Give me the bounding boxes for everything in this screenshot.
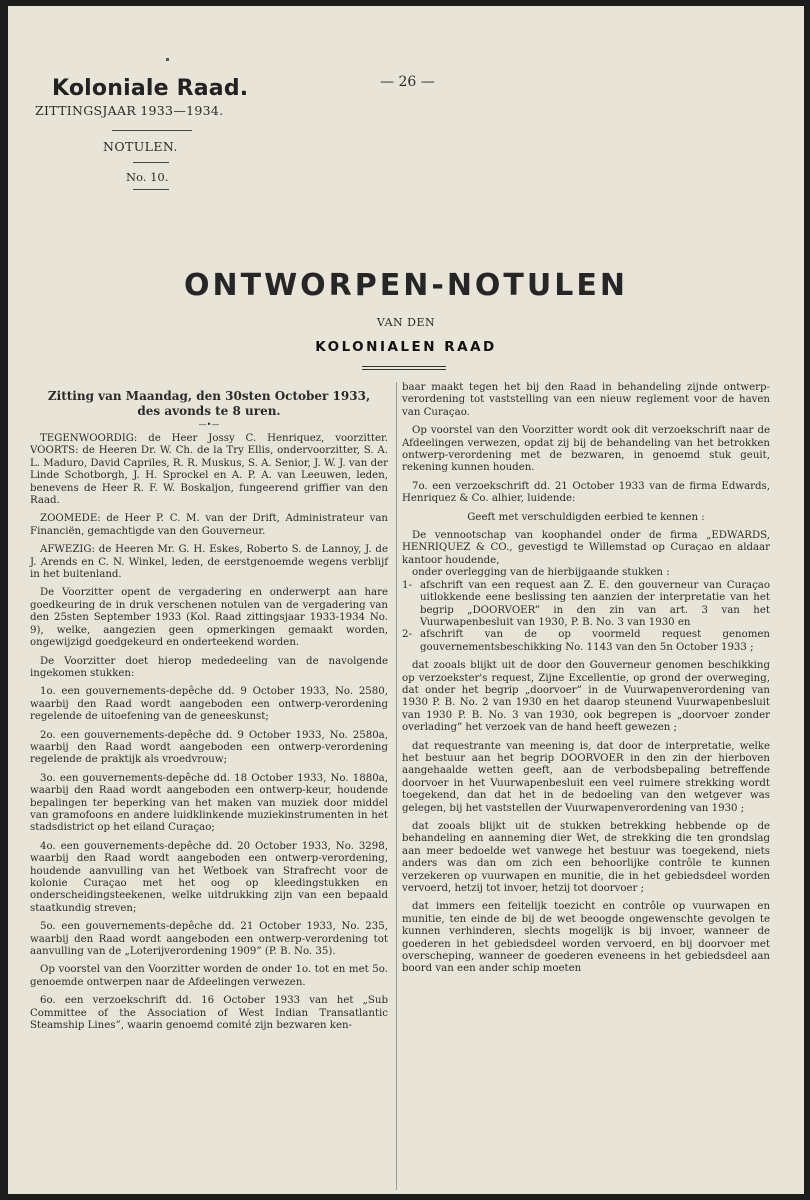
list-text: afschrift van de op voormeld request genomen gouvernementsbeschikking No. 1143 van den 5n October 1933 ; [420, 629, 770, 653]
item-paragraph: 7o. een verzoekschrift dd. 21 October 1933 van de firma Edwards, Henriquez & Co. alhier, luidende: [402, 480, 770, 505]
publication-title: Koloniale Raad. [52, 76, 249, 101]
notulen-label: NOTULEN. [103, 139, 178, 154]
absence-paragraph: AFWEZIG: de Heeren Mr. G. H. Eskes, Roberto S. de Lannoy, J. de J. Arends en C. N. Winkel, leden, de eerstgenoemde wegens verblijf in het buitenland. [30, 544, 388, 581]
masthead-rule [362, 366, 446, 370]
item-paragraph: 3o. een gouvernements-depêche dd. 18 October 1933, No. 1880a, waarbij den Raad wordt aangeboden een ontwerp-keur, houdende bepalingen ter beperking van het maken van muziek door middel van gramofoons en andere luidklinkende muziekinstrumenten in het stadsdistrict op het eiland Curaçao; [30, 772, 388, 834]
body-paragraph: De Voorzitter doet hierop mededeeling van de navolgende ingekomen stukken: [30, 655, 388, 679]
divider [133, 189, 169, 190]
left-column [30, 382, 388, 1038]
petition-intro: De vennootschap van koophandel onder de firma „EDWARDS, HENRIQUEZ & CO., gevestigd te Willemstad op Curaçao en aldaar kantoor houdende, [402, 530, 770, 566]
list-number: 2- [402, 629, 412, 641]
list-item [402, 580, 770, 630]
session-heading-line: des avonds te 8 uren. [137, 404, 281, 418]
item-paragraph: 2o. een gouvernements-depêche dd. 9 October 1933, No. 2580a, waarbij den Raad wordt aangeboden een ontwerp-verordening regelende de praktijk als vroedvrouw; [30, 729, 388, 766]
list-item [402, 629, 770, 654]
separator: —•— [198, 420, 220, 429]
item-paragraph: 4o. een gouvernements-depêche dd. 20 October 1933, No. 3298, waarbij den Raad wordt aangeboden een ontwerp-verordening, houdende aanvulling van het Wetboek van Strafrecht voor de kolonie Curaçao met het oog op kleedingstukken en onderscheidingsteekenen, welke uitdrukking zijn van een bepaald staatkundig streven; [30, 840, 388, 914]
item-paragraph: 1o. een gouvernements-depêche dd. 9 October 1933, No. 2580, waarbij den Raad wordt aangeboden een ontwerp-verordening regelende de uitoefening van de geneeskunst; [30, 686, 388, 723]
session-year: ZITTINGSJAAR 1933—1934. [35, 103, 224, 118]
main-title: ONTWORPEN-NOTULEN [184, 268, 628, 303]
petition-salutation: Geeft met verschuldigden eerbied te kennen : [467, 511, 705, 523]
list-text: afschrift van een request aan Z. E. den gouverneur van Curaçao uitlokkende eene beslissing ten aanzien der interpretatie van het begrip „DOORVOER” in den zin van art. 3 van het Vuurwapenbesluit van 1930, P. B. No. 3 van 1930 en [420, 579, 770, 628]
body-paragraph: dat zooals blijkt uit de stukken betrekking hebbende op de behandeling en aanneming dier Wet, de strekking die ten grondslag aan meer bedoelde wet vanwege het bestuur was toegekend, niets anders was dan om zich een behoorlijke contrôle te kunnen verzekeren op vuurwapen en munitie, die in het gebiedsdeel worden vervoerd, hetzij tot invoer, hetzij tot doorvoer ; [402, 821, 770, 895]
body-paragraph: dat requestrante van meening is, dat door de interpretatie, welke het bestuur aan het begrip DOORVOER in den zin der hierboven aangehaalde wetten geeft, aan de verbodsbepaling betreffende doorvoer in het Vuurwapenbesluit een veel ruimere strekking wordt toegekend, dan dat het in de bedoeling van den wetgever was gelegen, bij het vaststellen der Vuurwapenverordening van 1930 ; [402, 740, 770, 814]
body-paragraph: De Voorzitter opent de vergadering en onderwerpt aan hare goedkeuring de in druk verschenen notulen van de vergadering van den 25sten September 1933 (Kol. Raad zittingsjaar 1933-1934 No. 9), welke, aangezien geen opmerkingen gemaakt worden, ongewijzigd goedgekeurd en onderteekend worden. [30, 587, 388, 649]
notulen-number: No. 10. [126, 170, 169, 184]
session-heading-line: Zitting van Maandag, den 30sten October 1933, [47, 389, 371, 403]
body-paragraph: dat immers een feitelijk toezicht en contrôle op vuurwapen en munitie, ten einde de bij de wet beoogde ongewenschte gevolgen te kunnen verhinderen, slechts mogelijk is bij invoer, wanneer de goederen in het gebiedsdeel worden vervoerd, en bij doorvoer met overscheping, wanneer de goederen eveneens in het gebiedsdeel aan boord van een ander schip moeten [402, 901, 770, 975]
print-mark [166, 58, 169, 61]
body-paragraph: Op voorstel van den Voorzitter worden de onder 1o. tot en met 5o. genoemde ontwerpen naar de Afdeelingen verwezen. [30, 964, 388, 988]
divider [112, 130, 192, 131]
item-paragraph: 6o. een verzoekschrift dd. 16 October 1933 van het „Sub Committee of the Association of West Indian Transatlantic Steamship Lines”, waarin genoemd comité zijn bezwaren ken- [30, 995, 388, 1032]
divider [133, 162, 169, 163]
masthead-banner: KOLONIALEN RAAD [315, 339, 497, 355]
attendance-paragraph: TEGENWOORDIG: de Heer Jossy C. Henriquez, voorzitter. VOORTS: de Heeren Dr. W. Ch. de la Try Ellis, ondervoorzitter, S. A. L. Maduro, David Capriles, R. R. Muskus, S. A. Senior, J. W. J. van der Linde Schotborgh, J. H. Sprockel en A. P. A. van Leeuwen, leden, benevens de Heer R. F. W. Boskaljon, fungeerend griffier van den Raad. [30, 433, 388, 507]
list-number: 1- [402, 579, 412, 591]
petition-intro: onder overlegging van de hierbijgaande stukken : [412, 567, 670, 579]
item-paragraph: 5o. een gouvernements-depêche dd. 21 October 1933, No. 235, waarbij den Raad wordt aangeboden een ontwerp-verordening tot aanvulling van de „Loterijverordening 1909” (P. B. No. 35). [30, 921, 388, 958]
body-paragraph: baar maakt tegen het bij den Raad in behandeling zijnde ontwerp-verordening tot vaststelling van een nieuw reglement voor de haven van Curaçao. [402, 382, 770, 418]
attendance-paragraph: ZOOMEDE: de Heer P. C. M. van der Drift, Administrateur van Financiën, gemachtigde van den Gouverneur. [30, 513, 388, 537]
subtitle-van-den: VAN DEN [376, 316, 436, 329]
body-paragraph: dat zooals blijkt uit de door den Gouverneur genomen beschikking op verzoekster's request, Zijne Excellentie, op grond der overweging, dat onder het begrip „doorvoer” in de Vuurwapenverordening van 1930 P. B. No. 2 van 1930 en het daarop steunend Vuurwapenbesluit van 1930 P. B. No. 3 van 1930, ook begrepen is „doorvoer zonder overlading” het verzoek van de hand heeft gewezen ; [402, 660, 770, 734]
enclosure-list [402, 580, 770, 654]
page-number: — 26 — [380, 74, 435, 90]
right-column [402, 382, 770, 982]
document-page [8, 6, 804, 1194]
body-paragraph: Op voorstel van den Voorzitter wordt ook dit verzoekschrift naar de Afdeelingen verwezen, opdat zij bij de behandeling van het betrokken ontwerp-verordening met de bezwaren, in genoemd stuk geuit, rekening kunnen houden. [402, 425, 770, 474]
column-divider [396, 382, 397, 1190]
session-heading [30, 389, 388, 419]
